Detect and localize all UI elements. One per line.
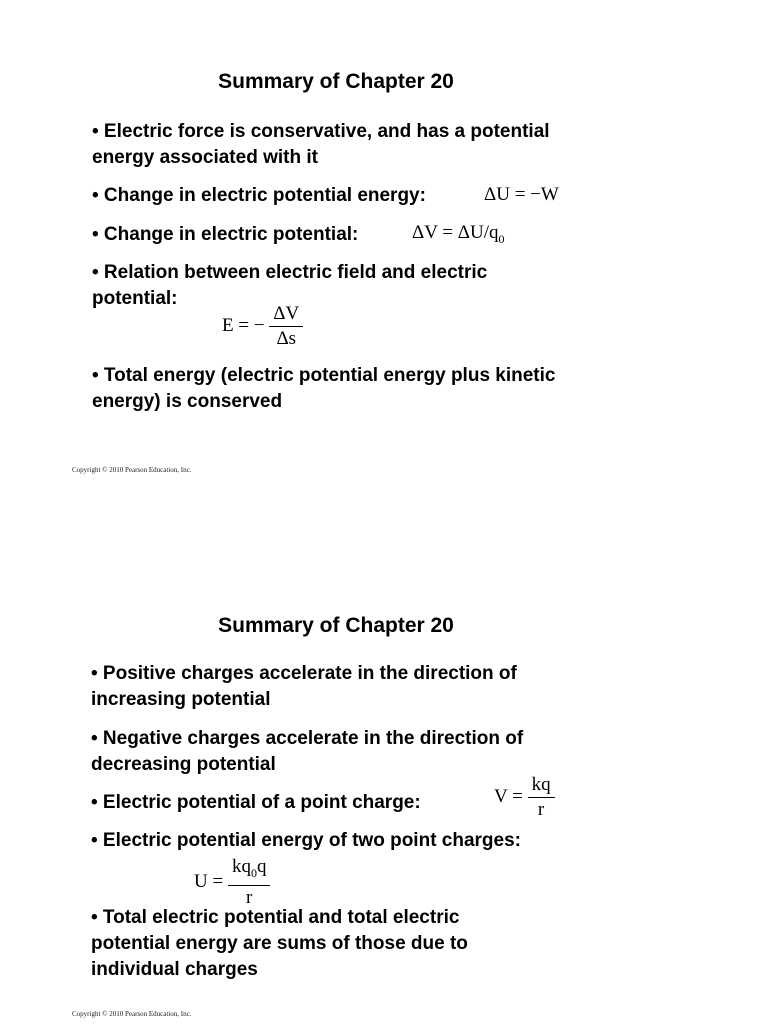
formula-v-lhs: V = bbox=[494, 785, 523, 807]
copyright-notice: Copyright © 2010 Pearson Education, Inc. bbox=[72, 466, 192, 474]
formula-u-num-b: q bbox=[256, 856, 267, 877]
formula-delta-v bbox=[412, 222, 505, 247]
bullet-potential-energy-change: • Change in electric potential energy: bbox=[92, 185, 426, 206]
bullet-superposition: • Total electric potential and total electric potential energy are sums of those due to individual charges bbox=[91, 907, 468, 980]
formula-e-numerator: ΔV bbox=[269, 302, 303, 327]
formula-v-fraction bbox=[528, 773, 555, 822]
bullet-negative-charges: • Negative charges accelerate in the direction of decreasing potential bbox=[91, 728, 524, 775]
formula-u-lhs: U = bbox=[194, 870, 224, 892]
formula-delta-u: ΔU = −W bbox=[484, 184, 559, 205]
formula-e-fraction bbox=[269, 302, 303, 351]
copyright-notice: Copyright © 2010 Pearson Education, Inc. bbox=[72, 1010, 192, 1018]
formula-u-num-a: kq bbox=[231, 856, 251, 877]
formula-two-charge-energy bbox=[194, 855, 270, 910]
bullet-conservative-force: • Electric force is conservative, and has a potential energy associated with it bbox=[92, 121, 550, 168]
formula-v-denominator: r bbox=[537, 799, 545, 820]
bullet-two-charge-energy: • Electric potential energy of two point charges: bbox=[91, 830, 521, 851]
formula-point-charge-potential bbox=[494, 773, 555, 822]
formula-e-field bbox=[222, 302, 303, 351]
bullet-potential-change: • Change in electric potential: bbox=[92, 224, 359, 245]
bullet-total-energy: • Total energy (electric potential energy plus kinetic energy) is conserved bbox=[92, 365, 556, 412]
formula-u-denominator: r bbox=[246, 886, 253, 908]
formula-delta-v-text: ΔV = ΔU/q bbox=[412, 222, 499, 243]
bullet-point-charge-potential: • Electric potential of a point charge: bbox=[91, 792, 421, 813]
slide-2 bbox=[0, 543, 768, 1024]
formula-u-fraction bbox=[228, 855, 271, 910]
slide-title: Summary of Chapter 20 bbox=[218, 614, 454, 637]
formula-u-numerator bbox=[228, 855, 271, 886]
formula-e-lhs: E = − bbox=[222, 314, 265, 336]
formula-e-denominator: Δs bbox=[276, 328, 297, 349]
formula-delta-v-subscript: 0 bbox=[498, 231, 505, 246]
bullet-field-potential-relation: • Relation between electric field and electric potential: bbox=[92, 262, 488, 309]
slide-title: Summary of Chapter 20 bbox=[218, 70, 454, 93]
formula-u-num-subscript: 0 bbox=[250, 865, 257, 880]
bullet-positive-charges: • Positive charges accelerate in the direction of increasing potential bbox=[91, 663, 517, 710]
formula-v-numerator: kq bbox=[528, 773, 555, 798]
